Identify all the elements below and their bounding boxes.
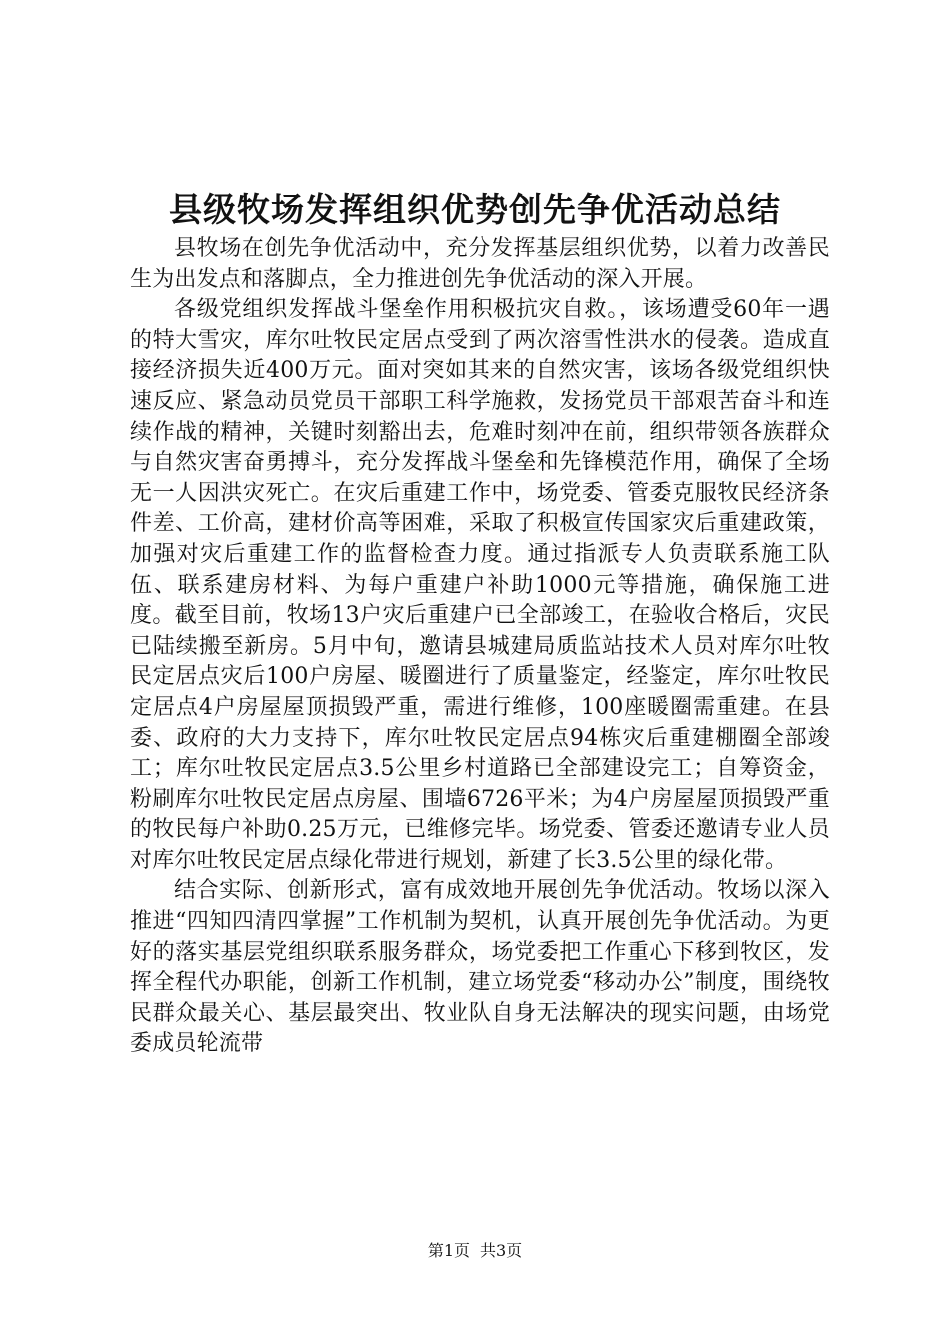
page-footer	[0, 1241, 950, 1261]
document-body	[130, 234, 830, 1060]
paragraph-intro: 县牧场在创先争优活动中，充分发挥基层组织优势，以着力改善民生为出发点和落脚点，全力推进创先争优活动的深入开展。	[130, 236, 830, 292]
document-title: 县级牧场发挥组织优势创先争优活动总结	[169, 190, 781, 229]
paragraph-innovation: 结合实际、创新形式，富有成效地开展创先争优活动。牧场以深入推进“四知四清四掌握”工作机制为契机，认真开展创先争优活动。为更好的落实基层党组织联系服务群众，场党委把工作重心下移到牧区，发挥全程代办职能，创新工作机制，建立场党委“移动办公”制度，围绕牧民群众最关心、基层最突出、牧业队自身无法解决的现实问题，由场党委成员轮流带	[130, 878, 830, 1057]
paragraph-disaster-relief: 各级党组织发挥战斗堡垒作用积极抗灾自救。，该场遭受60年一遇的特大雪灾，库尔吐牧民定居点受到了两次溶雪性洪水的侵袭。造成直接经济损失近400万元。面对突如其来的自然灾害，该场各级党组织快速反应、紧急动员党员干部职工科学施救，发扬党员干部艰苦奋斗和连续作战的精神，关键时刻豁出去，危难时刻冲在前，组织带领各族群众与自然灾害奋勇搏斗，充分发挥战斗堡垒和先锋模范作用，确保了全场无一人因洪灾死亡。在灾后重建工作中，场党委、管委克服牧民经济条件差、工价高，建材价高等困难，采取了积极宣传国家灾后重建政策，加强对灾后重建工作的监督检查力度。通过指派专人负责联系施工队伍、联系建房材料、为每户重建户补助1000元等措施，确保施工进度。截至目前，牧场13户灾后重建户已全部竣工，在验收合格后，灾民已陆续搬至新房。5月中旬，邀请县城建局质监站技术人员对库尔吐牧民定居点灾后100户房屋、暖圈进行了质量鉴定，经鉴定，库尔吐牧民定居点4户房屋屋顶损毁严重，需进行维修，100座暖圈需重建。在县委、政府的大力支持下，库尔吐牧民定居点94栋灾后重建棚圈全部竣工；库尔吐牧民定居点3.5公里乡村道路已全部建设完工；自筹资金，粉刷库尔吐牧民定居点房屋、围墙6726平米；为4户房屋屋顶损毁严重的牧民每户补助0.25万元，已维修完毕。场党委、管委还邀请专业人员对库尔吐牧民定居点绿化带进行规划，新建了长3.5公里的绿化带。	[130, 297, 830, 873]
page-total: 共3页	[480, 1241, 523, 1260]
page-number: 第1页	[427, 1241, 470, 1260]
